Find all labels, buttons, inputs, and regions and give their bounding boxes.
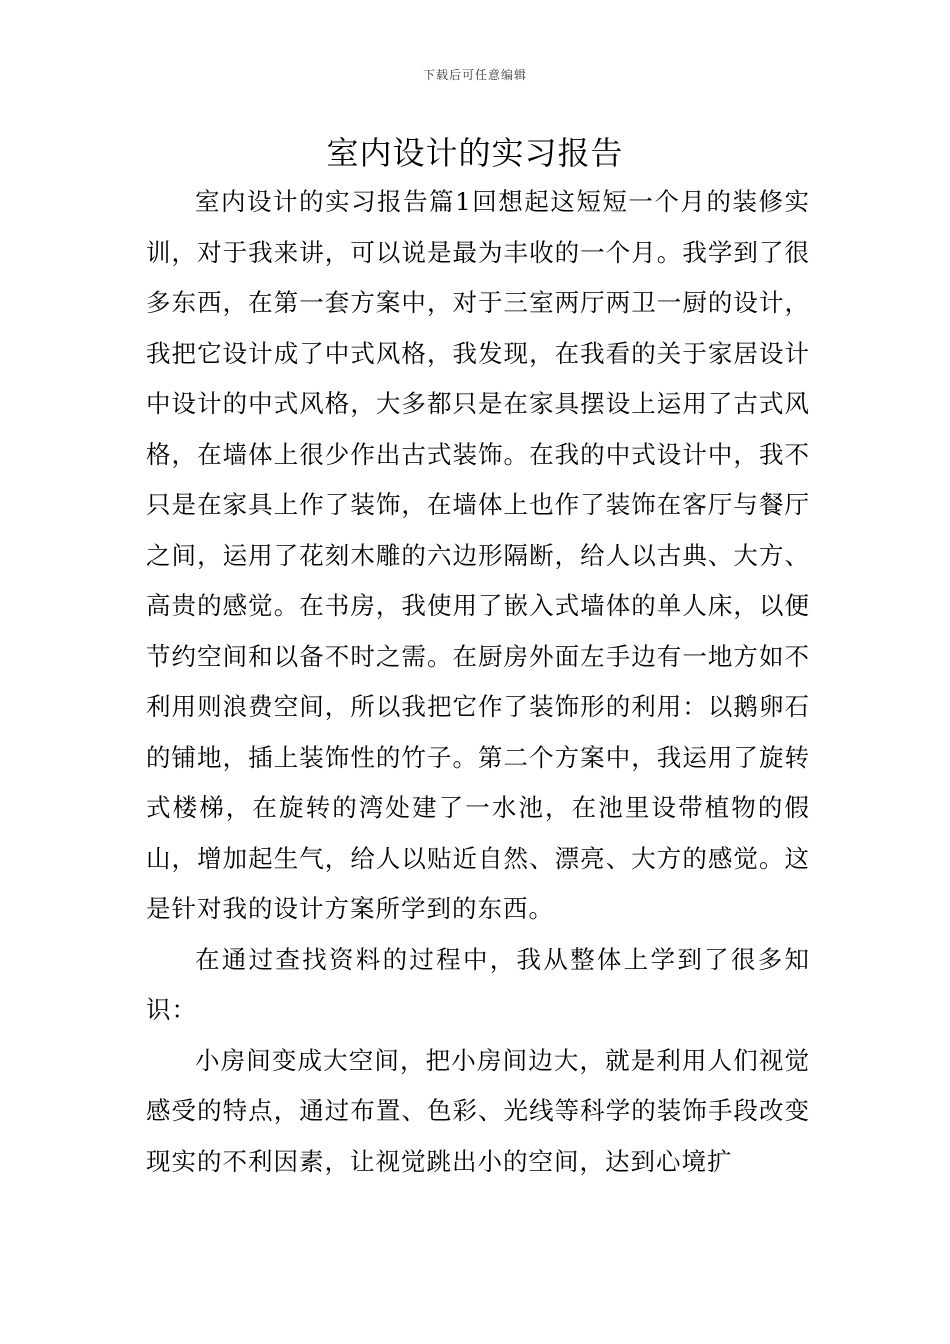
document-body: [146, 177, 810, 1187]
paragraph: 小房间变成大空间，把小房间边大，就是利用人们视觉感受的特点，通过布置、色彩、光线等科学的装饰手段改变现实的不利因素，让视觉跳出小的空间，达到心境扩: [146, 1045, 810, 1176]
paragraph: 室内设计的实习报告篇1回想起这短短一个月的装修实训，对于我来讲，可以说是最为丰收的一个月。我学到了很多东西，在第一套方案中，对于三室两厅两卫一厨的设计，我把它设计成了中式风格，我发现，在我看的关于家居设计中设计的中式风格，大多都只是在家具摆设上运用了古式风格，在墙体上很少作出古式装饰。在我的中式设计中，我不只是在家具上作了装饰，在墙体上也作了装饰在客厅与餐厅之间，运用了花刻木雕的六边形隔断，给人以古典、大方、高贵的感觉。在书房，我使用了嵌入式墙体的单人床，以便节约空间和以备不时之需。在厨房外面左手边有一地方如不利用则浪费空间，所以我把它作了装饰形的利用：以鹅卵石的铺地，插上装饰性的竹子。第二个方案中，我运用了旋转式楼梯，在旋转的湾处建了一水池，在池里设带植物的假山，增加起生气，给人以贴近自然、漂亮、大方的感觉。这是针对我的设计方案所学到的东西。: [146, 187, 810, 923]
header-note: 下载后可任意编辑: [422, 68, 527, 82]
document-title: 室内设计的实习报告: [326, 134, 624, 172]
paragraph: 在通过查找资料的过程中，我从整体上学到了很多知识：: [146, 944, 810, 1024]
